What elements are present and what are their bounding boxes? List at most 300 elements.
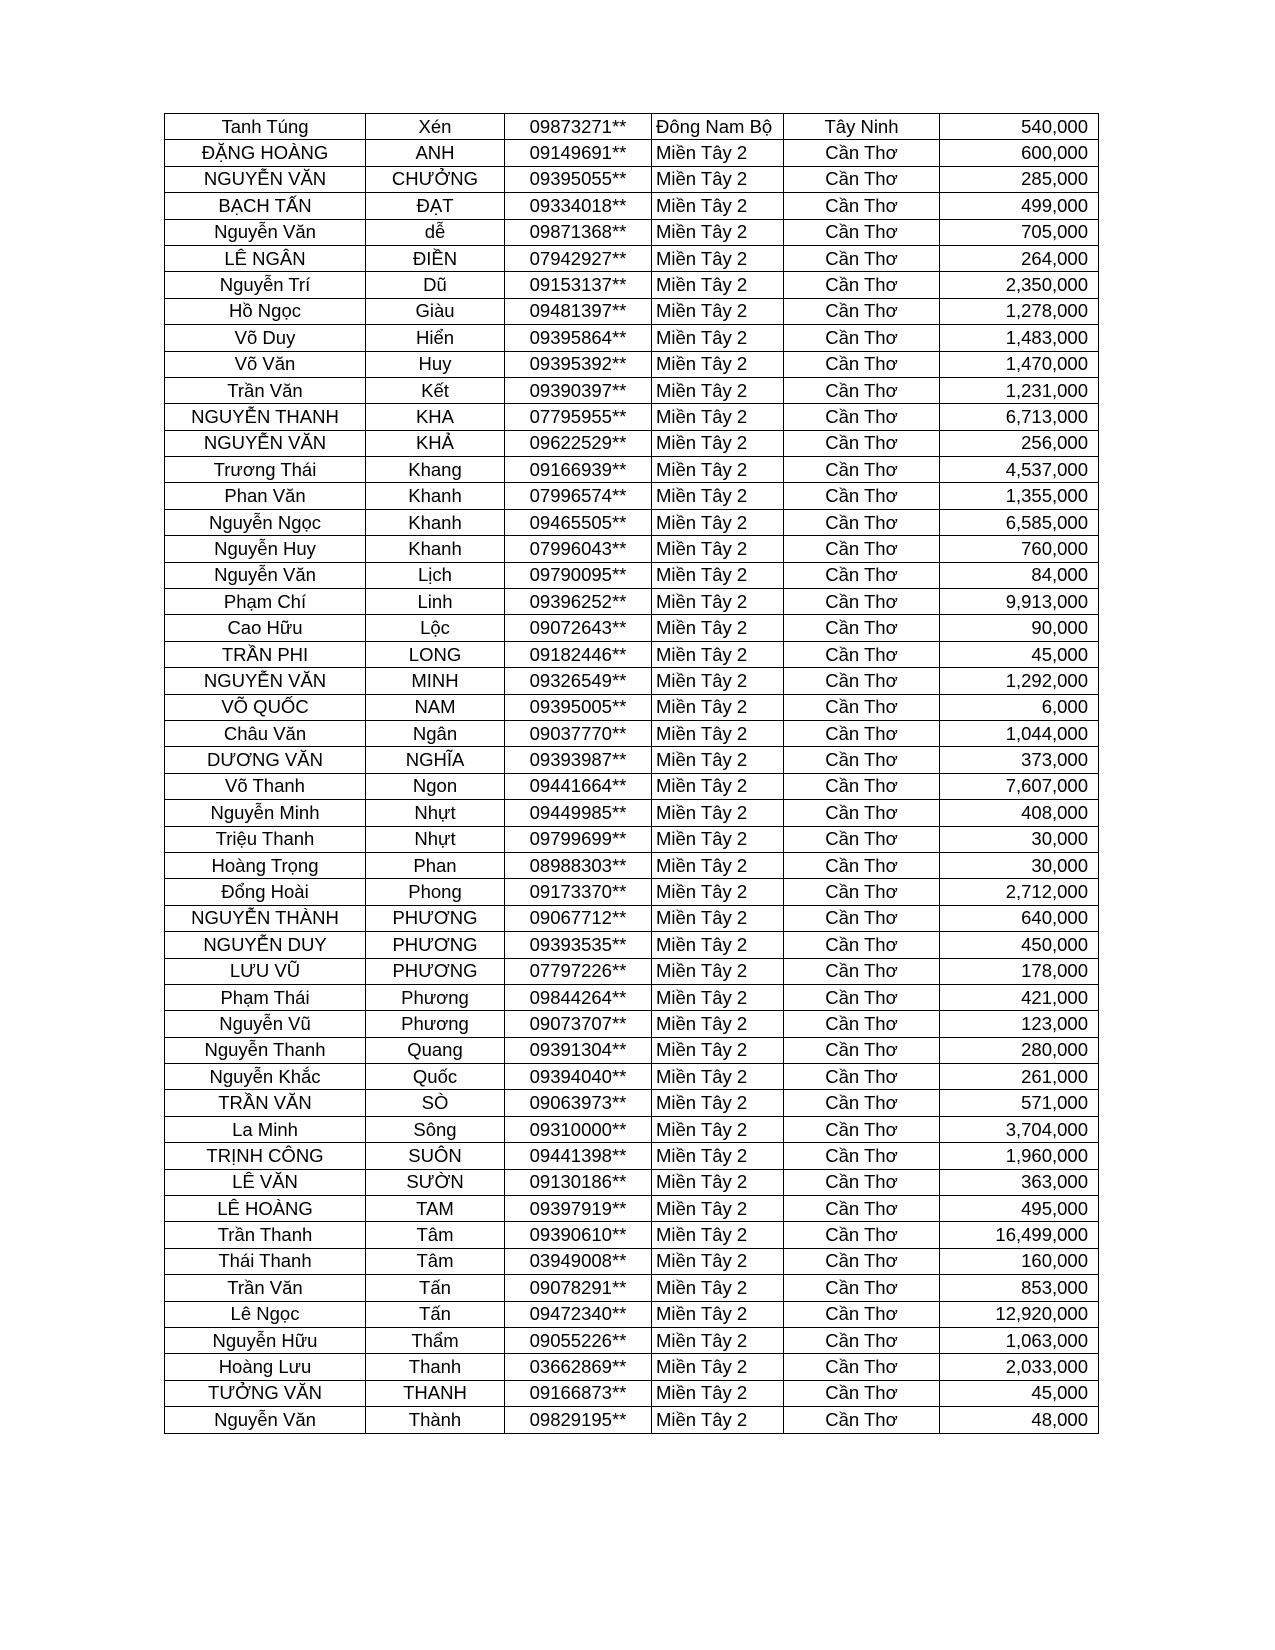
province-cell: Cần Thơ (784, 932, 940, 958)
province-cell: Cần Thơ (784, 1354, 940, 1380)
surname-cell: Nguyễn Thanh (165, 1037, 366, 1063)
surname-cell: Trần Văn (165, 1275, 366, 1301)
table-row (165, 1037, 1099, 1063)
surname-cell: Nguyễn Trí (165, 272, 366, 298)
region-cell: Miền Tây 2 (652, 483, 784, 509)
table-row (165, 114, 1099, 140)
given-name-cell: THANH (366, 1380, 505, 1406)
amount-cell: 3,704,000 (940, 1116, 1099, 1142)
surname-cell: Nguyễn Huy (165, 536, 366, 562)
given-name-cell: NAM (366, 694, 505, 720)
surname-cell: Lê Ngọc (165, 1301, 366, 1327)
phone-cell: 09073707** (505, 1011, 652, 1037)
amount-cell: 2,712,000 (940, 879, 1099, 905)
phone-cell: 09173370** (505, 879, 652, 905)
surname-cell: LÊ HOÀNG (165, 1196, 366, 1222)
given-name-cell: Xén (366, 114, 505, 140)
surname-cell: Phạm Chí (165, 589, 366, 615)
amount-cell: 285,000 (940, 166, 1099, 192)
amount-cell: 256,000 (940, 430, 1099, 456)
phone-cell: 09441398** (505, 1143, 652, 1169)
table-row (165, 615, 1099, 641)
given-name-cell: KHA (366, 404, 505, 430)
given-name-cell: Tấn (366, 1275, 505, 1301)
table-row (165, 325, 1099, 351)
province-cell: Cần Thơ (784, 457, 940, 483)
surname-cell: VÕ QUỐC (165, 694, 366, 720)
amount-cell: 7,607,000 (940, 773, 1099, 799)
surname-cell: NGUYỄN THÀNH (165, 905, 366, 931)
region-cell: Miền Tây 2 (652, 1064, 784, 1090)
given-name-cell: Lịch (366, 562, 505, 588)
phone-cell: 09465505** (505, 509, 652, 535)
table-row (165, 509, 1099, 535)
given-name-cell: CHƯỞNG (366, 166, 505, 192)
surname-cell: NGUYỄN DUY (165, 932, 366, 958)
region-cell: Miền Tây 2 (652, 351, 784, 377)
surname-cell: TRỊNH CÔNG (165, 1143, 366, 1169)
phone-cell: 09397919** (505, 1196, 652, 1222)
region-cell: Miền Tây 2 (652, 668, 784, 694)
given-name-cell: TAM (366, 1196, 505, 1222)
phone-cell: 09622529** (505, 430, 652, 456)
table-row (165, 140, 1099, 166)
amount-cell: 363,000 (940, 1169, 1099, 1195)
given-name-cell: Hiển (366, 325, 505, 351)
surname-cell: NGUYỄN VĂN (165, 668, 366, 694)
phone-cell: 09395392** (505, 351, 652, 377)
amount-cell: 4,537,000 (940, 457, 1099, 483)
table-row (165, 1222, 1099, 1248)
region-cell: Miền Tây 2 (652, 615, 784, 641)
amount-cell: 1,231,000 (940, 377, 1099, 403)
phone-cell: 09790095** (505, 562, 652, 588)
phone-cell: 09393535** (505, 932, 652, 958)
region-cell: Miền Tây 2 (652, 1407, 784, 1433)
surname-cell: ĐẶNG HOÀNG (165, 140, 366, 166)
province-cell: Cần Thơ (784, 1143, 940, 1169)
table-row (165, 800, 1099, 826)
phone-cell: 09078291** (505, 1275, 652, 1301)
surname-cell: Châu Văn (165, 720, 366, 746)
surname-cell: TRẦN PHI (165, 641, 366, 667)
region-cell: Miền Tây 2 (652, 1169, 784, 1195)
region-cell: Miền Tây 2 (652, 298, 784, 324)
amount-cell: 48,000 (940, 1407, 1099, 1433)
phone-cell: 09149691** (505, 140, 652, 166)
region-cell: Miền Tây 2 (652, 562, 784, 588)
table-row (165, 193, 1099, 219)
given-name-cell: dễ (366, 219, 505, 245)
phone-cell: 09067712** (505, 905, 652, 931)
phone-cell: 09395005** (505, 694, 652, 720)
surname-cell: Hoàng Lưu (165, 1354, 366, 1380)
amount-cell: 571,000 (940, 1090, 1099, 1116)
surname-cell: Hoàng Trọng (165, 852, 366, 878)
given-name-cell: SUÔN (366, 1143, 505, 1169)
surname-cell: Võ Duy (165, 325, 366, 351)
province-cell: Cần Thơ (784, 1169, 940, 1195)
province-cell: Cần Thơ (784, 509, 940, 535)
given-name-cell: Giàu (366, 298, 505, 324)
table-row (165, 1275, 1099, 1301)
phone-cell: 07797226** (505, 958, 652, 984)
province-cell: Cần Thơ (784, 1380, 940, 1406)
province-cell: Cần Thơ (784, 1011, 940, 1037)
region-cell: Miền Tây 2 (652, 1196, 784, 1222)
region-cell: Miền Tây 2 (652, 984, 784, 1010)
phone-cell: 09391304** (505, 1037, 652, 1063)
amount-cell: 408,000 (940, 800, 1099, 826)
phone-cell: 09334018** (505, 193, 652, 219)
province-cell: Cần Thơ (784, 166, 940, 192)
amount-cell: 90,000 (940, 615, 1099, 641)
surname-cell: LƯU VŨ (165, 958, 366, 984)
province-cell: Cần Thơ (784, 905, 940, 931)
region-cell: Miền Tây 2 (652, 166, 784, 192)
province-cell: Cần Thơ (784, 1248, 940, 1274)
region-cell: Miền Tây 2 (652, 1354, 784, 1380)
given-name-cell: MINH (366, 668, 505, 694)
table-row (165, 430, 1099, 456)
amount-cell: 1,470,000 (940, 351, 1099, 377)
province-cell: Cần Thơ (784, 879, 940, 905)
amount-cell: 45,000 (940, 641, 1099, 667)
table-row (165, 641, 1099, 667)
province-cell: Cần Thơ (784, 1064, 940, 1090)
table-row (165, 905, 1099, 931)
phone-cell: 09063973** (505, 1090, 652, 1116)
region-cell: Miền Tây 2 (652, 1090, 784, 1116)
phone-cell: 09844264** (505, 984, 652, 1010)
table-row (165, 298, 1099, 324)
table-row (165, 589, 1099, 615)
province-cell: Cần Thơ (784, 298, 940, 324)
given-name-cell: Khanh (366, 509, 505, 535)
region-cell: Miền Tây 2 (652, 932, 784, 958)
province-cell: Cần Thơ (784, 562, 940, 588)
surname-cell: Nguyễn Văn (165, 1407, 366, 1433)
table-row (165, 1407, 1099, 1433)
table-row (165, 1196, 1099, 1222)
phone-cell: 09396252** (505, 589, 652, 615)
province-cell: Cần Thơ (784, 826, 940, 852)
table-row (165, 245, 1099, 271)
province-cell: Cần Thơ (784, 1275, 940, 1301)
table-row (165, 1011, 1099, 1037)
region-cell: Miền Tây 2 (652, 272, 784, 298)
given-name-cell: Quang (366, 1037, 505, 1063)
region-cell: Miền Tây 2 (652, 1327, 784, 1353)
region-cell: Miền Tây 2 (652, 193, 784, 219)
given-name-cell: Phan (366, 852, 505, 878)
amount-cell: 540,000 (940, 114, 1099, 140)
amount-cell: 1,960,000 (940, 1143, 1099, 1169)
province-cell: Cần Thơ (784, 694, 940, 720)
province-cell: Cần Thơ (784, 852, 940, 878)
given-name-cell: Ngon (366, 773, 505, 799)
phone-cell: 09037770** (505, 720, 652, 746)
phone-cell: 09441664** (505, 773, 652, 799)
given-name-cell: Tấn (366, 1301, 505, 1327)
region-cell: Miền Tây 2 (652, 430, 784, 456)
amount-cell: 499,000 (940, 193, 1099, 219)
province-cell: Cần Thơ (784, 641, 940, 667)
given-name-cell: Khanh (366, 483, 505, 509)
province-cell: Cần Thơ (784, 193, 940, 219)
surname-cell: La Minh (165, 1116, 366, 1142)
given-name-cell: PHƯƠNG (366, 932, 505, 958)
surname-cell: Nguyễn Minh (165, 800, 366, 826)
province-cell: Cần Thơ (784, 483, 940, 509)
surname-cell: NGUYỄN VĂN (165, 430, 366, 456)
table-row (165, 404, 1099, 430)
amount-cell: 6,713,000 (940, 404, 1099, 430)
amount-cell: 1,063,000 (940, 1327, 1099, 1353)
region-cell: Miền Tây 2 (652, 773, 784, 799)
table-row (165, 1354, 1099, 1380)
province-cell: Cần Thơ (784, 1196, 940, 1222)
province-cell: Cần Thơ (784, 140, 940, 166)
given-name-cell: Thẩm (366, 1327, 505, 1353)
amount-cell: 1,044,000 (940, 720, 1099, 746)
region-cell: Miền Tây 2 (652, 879, 784, 905)
phone-cell: 03949008** (505, 1248, 652, 1274)
given-name-cell: Dũ (366, 272, 505, 298)
given-name-cell: Sông (366, 1116, 505, 1142)
region-cell: Miền Tây 2 (652, 1301, 784, 1327)
table-row (165, 483, 1099, 509)
given-name-cell: Huy (366, 351, 505, 377)
given-name-cell: Thành (366, 1407, 505, 1433)
region-cell: Miền Tây 2 (652, 852, 784, 878)
region-cell: Miền Tây 2 (652, 1248, 784, 1274)
phone-cell: 09829195** (505, 1407, 652, 1433)
amount-cell: 45,000 (940, 1380, 1099, 1406)
surname-cell: BẠCH TẤN (165, 193, 366, 219)
province-cell: Cần Thơ (784, 800, 940, 826)
amount-cell: 280,000 (940, 1037, 1099, 1063)
surname-cell: Trương Thái (165, 457, 366, 483)
given-name-cell: Quốc (366, 1064, 505, 1090)
given-name-cell: Kết (366, 377, 505, 403)
amount-cell: 1,355,000 (940, 483, 1099, 509)
surname-cell: Phan Văn (165, 483, 366, 509)
given-name-cell: Tâm (366, 1248, 505, 1274)
surname-cell: Triệu Thanh (165, 826, 366, 852)
surname-cell: Nguyễn Khắc (165, 1064, 366, 1090)
given-name-cell: PHƯƠNG (366, 958, 505, 984)
amount-cell: 2,033,000 (940, 1354, 1099, 1380)
region-cell: Miền Tây 2 (652, 1037, 784, 1063)
amount-cell: 421,000 (940, 984, 1099, 1010)
province-cell: Cần Thơ (784, 1327, 940, 1353)
table-row (165, 1169, 1099, 1195)
given-name-cell: ĐIỀN (366, 245, 505, 271)
amount-cell: 178,000 (940, 958, 1099, 984)
region-cell: Miền Tây 2 (652, 377, 784, 403)
table-row (165, 668, 1099, 694)
surname-cell: NGUYỄN VĂN (165, 166, 366, 192)
phone-cell: 09055226** (505, 1327, 652, 1353)
amount-cell: 1,292,000 (940, 668, 1099, 694)
table-row (165, 562, 1099, 588)
region-cell: Miền Tây 2 (652, 641, 784, 667)
amount-cell: 264,000 (940, 245, 1099, 271)
table-row (165, 1301, 1099, 1327)
given-name-cell: Phong (366, 879, 505, 905)
given-name-cell: NGHĨA (366, 747, 505, 773)
amount-cell: 160,000 (940, 1248, 1099, 1274)
table-row (165, 852, 1099, 878)
province-cell: Cần Thơ (784, 1090, 940, 1116)
phone-cell: 09326549** (505, 668, 652, 694)
surname-cell: Đổng Hoài (165, 879, 366, 905)
region-cell: Miền Tây 2 (652, 958, 784, 984)
phone-cell: 09393987** (505, 747, 652, 773)
given-name-cell: Thanh (366, 1354, 505, 1380)
surname-cell: Võ Văn (165, 351, 366, 377)
table-row (165, 377, 1099, 403)
table-row (165, 694, 1099, 720)
region-cell: Miền Tây 2 (652, 219, 784, 245)
province-cell: Cần Thơ (784, 377, 940, 403)
amount-cell: 705,000 (940, 219, 1099, 245)
phone-cell: 09395864** (505, 325, 652, 351)
surname-cell: TRẦN VĂN (165, 1090, 366, 1116)
province-cell: Cần Thơ (784, 747, 940, 773)
table-row (165, 351, 1099, 377)
province-cell: Cần Thơ (784, 1116, 940, 1142)
region-cell: Miền Tây 2 (652, 1222, 784, 1248)
region-cell: Miền Tây 2 (652, 694, 784, 720)
province-cell: Cần Thơ (784, 404, 940, 430)
province-cell: Cần Thơ (784, 589, 940, 615)
given-name-cell: Linh (366, 589, 505, 615)
province-cell: Cần Thơ (784, 245, 940, 271)
table-row (165, 773, 1099, 799)
phone-cell: 09395055** (505, 166, 652, 192)
phone-cell: 07942927** (505, 245, 652, 271)
table-row (165, 272, 1099, 298)
given-name-cell: Phương (366, 1011, 505, 1037)
phone-cell: 08988303** (505, 852, 652, 878)
province-cell: Cần Thơ (784, 1037, 940, 1063)
region-cell: Miền Tây 2 (652, 1116, 784, 1142)
amount-cell: 760,000 (940, 536, 1099, 562)
amount-cell: 261,000 (940, 1064, 1099, 1090)
given-name-cell: KHẢ (366, 430, 505, 456)
phone-cell: 09072643** (505, 615, 652, 641)
region-cell: Miền Tây 2 (652, 404, 784, 430)
phone-cell: 09873271** (505, 114, 652, 140)
province-cell: Cần Thơ (784, 272, 940, 298)
phone-cell: 07795955** (505, 404, 652, 430)
phone-cell: 09166939** (505, 457, 652, 483)
data-table (164, 113, 1099, 1434)
amount-cell: 84,000 (940, 562, 1099, 588)
table-row (165, 457, 1099, 483)
region-cell: Miền Tây 2 (652, 589, 784, 615)
province-cell: Cần Thơ (784, 773, 940, 799)
phone-cell: 09310000** (505, 1116, 652, 1142)
given-name-cell: Nhựt (366, 800, 505, 826)
surname-cell: Nguyễn Văn (165, 562, 366, 588)
table-row (165, 879, 1099, 905)
surname-cell: Phạm Thái (165, 984, 366, 1010)
province-cell: Cần Thơ (784, 430, 940, 456)
given-name-cell: Khang (366, 457, 505, 483)
amount-cell: 123,000 (940, 1011, 1099, 1037)
table-row (165, 1143, 1099, 1169)
given-name-cell: SÒ (366, 1090, 505, 1116)
amount-cell: 2,350,000 (940, 272, 1099, 298)
phone-cell: 09481397** (505, 298, 652, 324)
given-name-cell: LONG (366, 641, 505, 667)
given-name-cell: ĐẠT (366, 193, 505, 219)
surname-cell: LÊ VĂN (165, 1169, 366, 1195)
phone-cell: 09394040** (505, 1064, 652, 1090)
amount-cell: 12,920,000 (940, 1301, 1099, 1327)
table-row (165, 984, 1099, 1010)
given-name-cell: PHƯƠNG (366, 905, 505, 931)
surname-cell: NGUYỄN THANH (165, 404, 366, 430)
province-cell: Cần Thơ (784, 1301, 940, 1327)
province-cell: Cần Thơ (784, 958, 940, 984)
surname-cell: Nguyễn Ngọc (165, 509, 366, 535)
given-name-cell: Phương (366, 984, 505, 1010)
region-cell: Miền Tây 2 (652, 536, 784, 562)
table-row (165, 1116, 1099, 1142)
amount-cell: 495,000 (940, 1196, 1099, 1222)
province-cell: Cần Thơ (784, 984, 940, 1010)
surname-cell: Võ Thanh (165, 773, 366, 799)
region-cell: Miền Tây 2 (652, 720, 784, 746)
phone-cell: 09449985** (505, 800, 652, 826)
amount-cell: 373,000 (940, 747, 1099, 773)
surname-cell: Hồ Ngọc (165, 298, 366, 324)
table-row (165, 747, 1099, 773)
given-name-cell: Lộc (366, 615, 505, 641)
province-cell: Cần Thơ (784, 668, 940, 694)
surname-cell: Trần Văn (165, 377, 366, 403)
amount-cell: 16,499,000 (940, 1222, 1099, 1248)
amount-cell: 1,483,000 (940, 325, 1099, 351)
phone-cell: 03662869** (505, 1354, 652, 1380)
province-cell: Cần Thơ (784, 1222, 940, 1248)
amount-cell: 853,000 (940, 1275, 1099, 1301)
amount-cell: 640,000 (940, 905, 1099, 931)
province-cell: Cần Thơ (784, 325, 940, 351)
phone-cell: 07996574** (505, 483, 652, 509)
table-row (165, 536, 1099, 562)
given-name-cell: ANH (366, 140, 505, 166)
table-row (165, 166, 1099, 192)
surname-cell: Tanh Túng (165, 114, 366, 140)
region-cell: Đông Nam Bộ (652, 114, 784, 140)
province-cell: Cần Thơ (784, 351, 940, 377)
region-cell: Miền Tây 2 (652, 509, 784, 535)
phone-cell: 09153137** (505, 272, 652, 298)
surname-cell: DƯƠNG VĂN (165, 747, 366, 773)
table-row (165, 1090, 1099, 1116)
amount-cell: 450,000 (940, 932, 1099, 958)
province-cell: Cần Thơ (784, 720, 940, 746)
region-cell: Miền Tây 2 (652, 826, 784, 852)
region-cell: Miền Tây 2 (652, 1380, 784, 1406)
given-name-cell: Nhựt (366, 826, 505, 852)
region-cell: Miền Tây 2 (652, 1275, 784, 1301)
